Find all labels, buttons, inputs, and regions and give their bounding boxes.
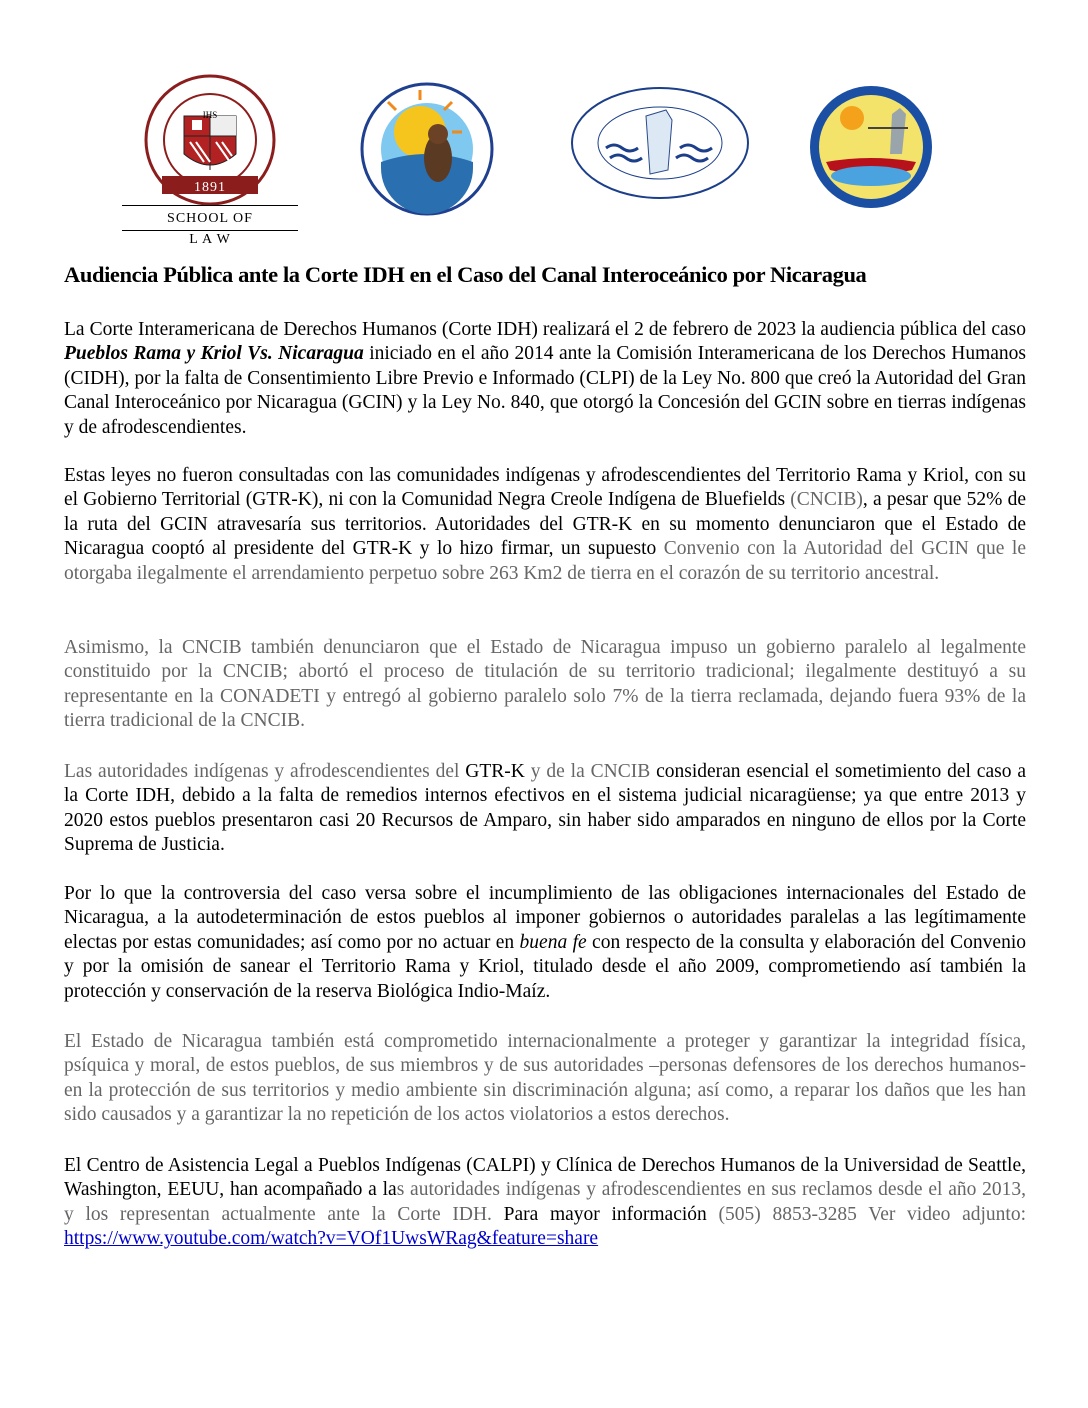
creole-bluefields-emblem-icon <box>570 86 750 200</box>
p5-text-c: con respecto de la consulta y elaboración del Convenio y por la omisión de sanear el Territorio Rama y Kriol, titulado desde el año 2009, comprometiendo así también la protección y conservación de la reserva Biológica Indio-Maíz. <box>64 931 1026 1002</box>
p7-text-c: Para mayor información <box>503 1203 707 1225</box>
p2-text-d: Convenio con la Autoridad del GCIN que le otorgaba ilegalmente el arrendamiento perpetuo sobre 263 Km2 de tierra en el corazón de su territorio ancestral. <box>64 538 1026 584</box>
p2-text-a: Estas leyes no fueron consultadas con las comunidades indígenas y afrodescendientes del Territorio Rama y Kriol, con su el Gobierno Territorial (GTR-K), ni con la Comunidad Negra Creole Indígena de Bluefields <box>64 465 1026 511</box>
paragraph-6 <box>64 1030 1026 1128</box>
p7-text-d: (505) 8853-3285 Ver video adjunto: <box>706 1203 1026 1225</box>
page-title: Audiencia Pública ante la Corte IDH en el Caso del Canal Interoceánico por Nicaragua <box>64 262 867 287</box>
p5-text-b: buena fe <box>519 931 587 953</box>
p4-text-a: Las autoridades indígenas y afrodescendientes del <box>64 761 466 782</box>
law-label: L A W <box>189 232 231 247</box>
p3-text: Asimismo, la CNCIB también denunciaron que el Estado de Nicaragua impuso un gobierno paralelo al legalmente constituido por la CNCIB; abortó el proceso de titulación de su territorio tradicional; ilegalmente destituyó a su representante en la CONADETI y entregó al gobierno paralelo solo 7% de la tierra reclamada, dejando fuera 93% de la tierra tradicional de la CNCIB. <box>64 637 1026 732</box>
p4-text-c: y de la CNCIB <box>524 761 657 782</box>
p4-text-d: consideran esencial el sometimiento del caso a la Corte IDH, debido a la falta de remedios internos efectivos en el sistema judicial nicaragüense; ya que entre 2013 y 2020 estos pueblos presentaron casi 20 Recursos de Amparo, sin haber sido amparados en ninguno de ellos por la Corte Suprema de Justicia. <box>64 761 1026 856</box>
p4-text-b: GTR-K <box>465 761 525 782</box>
p5-text-a: Por lo que la controversia del caso versa sobre el incumplimiento de las obligaciones internacionales del Estado de Nicaragua, a la autodeterminación de estos pueblos al imponer gobiernos o autoridades paralelas a las legítimamente electas por estas comunidades; así como por no actuar en <box>64 883 1026 953</box>
p1-text-c: iniciado en el año 2014 ante la Comisión Interamericana de los Derechos Humanos (CIDH), por la falta de Consentimiento Libre Previo e Informado (CLPI) de la Ley No. 800 que creó la Autoridad del Gran Canal Interoceánico por Nicaragua (GCIN) y la Ley No. 840, que otorgó la Concesión del GCIN sobre en tierras indígenas y de afrodescendientes. <box>64 343 1026 438</box>
school-of-label: SCHOOL OF <box>167 211 253 226</box>
seal-year: 1891 <box>194 180 226 195</box>
gtr-k-emblem-icon <box>360 82 494 216</box>
youtube-video-link[interactable]: https://www.youtube.com/watch?v=VOf1UwsWRag&feature=share <box>64 1228 599 1250</box>
p2-text-b: (CNCIB) <box>790 489 863 511</box>
justice-scales-icon <box>808 84 934 210</box>
creole-bluefields-logo <box>570 86 750 200</box>
justice-emblem-logo <box>808 84 934 210</box>
gtr-k-logo <box>360 82 494 216</box>
case-name: Pueblos Rama y Kriol Vs. Nicaragua <box>64 343 364 365</box>
paragraph-3 <box>64 636 1026 734</box>
p1-text-a: La Corte Interamericana de Derechos Humanos (Corte IDH) realizará el 2 de febrero de 2023 la audiencia pública del caso <box>64 319 1026 340</box>
logo-strip <box>0 0 1088 260</box>
paragraph-5 <box>64 882 1026 1004</box>
p2-text-c: , a pesar que 52% de la ruta del GCIN atravesaría sus territorios. Autoridades del GTR-K en su momento denunciaron que el Estado de Nicaragua cooptó al presidente del GTR-K y lo hizo firmar, un supuesto <box>64 489 1026 560</box>
paragraph-7 <box>64 1154 1026 1252</box>
paragraph-4 <box>64 760 1026 858</box>
seattle-university-logo <box>122 70 298 250</box>
p7-text-a: El Centro de Asistencia Legal a Pueblos Indígenas (CALPI) y Clínica de Derechos Humanos de la Universidad de Seattle, Washington, EEUU, han acompañado a la <box>64 1155 1026 1201</box>
divider-top <box>122 205 298 206</box>
seal-monogram: IHS <box>202 110 218 120</box>
paragraph-2 <box>64 464 1026 586</box>
divider-bottom <box>122 230 298 231</box>
p7-text-b: s autoridades indígenas y afrodescendientes en sus reclamos desde el año 2013, y los representan actualmente ante la Corte IDH. <box>64 1179 1026 1225</box>
paragraph-1 <box>64 318 1026 440</box>
p6-text: El Estado de Nicaragua también está comprometido internacionalmente a proteger y garantizar la integridad física, psíquica y moral, de estos pueblos, de sus miembros y de sus autoridades –personas defensores de los derechos humanos- en la protección de sus territorios y medio ambiente sin discriminación alguna; así como, a reparar los daños que les han sido causados y a garantizar la no repetición de los actos violatorios a estos derechos. <box>64 1031 1026 1126</box>
